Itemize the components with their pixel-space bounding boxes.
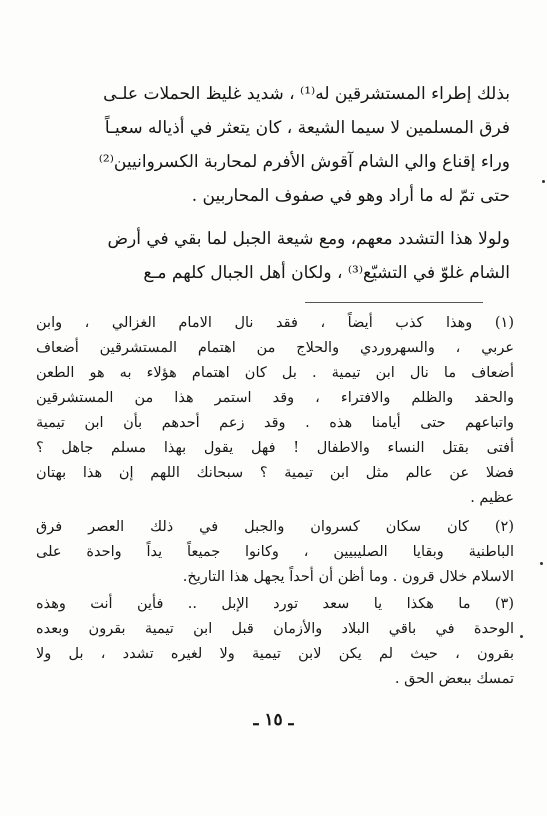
footnote-1 <box>36 311 514 511</box>
scan-speck <box>542 180 545 183</box>
footnote-line: أضعاف ما نال ابن تيمية . بل كان اهتمام هؤلاء به هو الطعن <box>36 365 514 381</box>
footnote-line: (٣) ما هكذا يا سعد تورد الإبل .. فأين أنت وهذه <box>36 596 514 612</box>
footnote-line: تمسك ببعض الحق . <box>394 671 514 687</box>
text-line: ولولا هذا التشدد معهم، ومع شيعة الجبل لما بقي في أرض <box>107 229 510 249</box>
footnote-divider <box>305 302 483 303</box>
footnote-line: الباطنية وبقايا الصليبيين ، وكانوا جميعاً يداً واحدة على <box>36 544 514 560</box>
footnote-3 <box>36 592 514 692</box>
footnote-line: واتباعهم حتى أيامنا هذه . وقد زعم أحدهم بأن ابن تيمية <box>36 415 514 431</box>
text-line: حتى تمّ له ما أراد وهو في صفوف المحاربين . <box>191 186 510 206</box>
main-paragraph-1 <box>40 77 510 213</box>
footnote-line: عظيم . <box>470 490 514 506</box>
text-line: بذلك إطراء المستشرقين له⁽¹⁾ ، شديد غليظ الحملات علـى <box>103 84 510 104</box>
footnote-line: فضلا عن عالم مثل ابن تيمية ؟ سبحانك اللهم إن هذا بهتان <box>36 465 514 481</box>
text-line: وراء إقناع والي الشام آقوش الأفرم لمحاربة الكسروانيين⁽²⁾ <box>98 152 510 172</box>
page-number: ـ ١٥ ـ <box>253 710 294 730</box>
footnote-line: أفتى بقتل النساء والاطفال ! فهل يقول بهذا مسلم جاهل ؟ <box>36 440 514 456</box>
footnote-line: الاسلام خلال قرون . وما أظن أن أحداً يجهل هذا التاريخ. <box>182 569 514 585</box>
text-line: الشام غلوّ في التشيّع⁽³⁾ ، ولكان أهل الجبال كلهم مـع <box>143 263 510 283</box>
footnote-line: بقرون ، حيث لم يكن لابن تيمية ولا لغيره تشدد ، بل ولا <box>36 646 514 662</box>
scan-speck <box>520 635 523 638</box>
footnote-2 <box>36 515 514 590</box>
scan-speck <box>540 562 543 565</box>
footnote-line: (١) وهذا كذب أيضاً ، فقد نال الامام الغزالي ، وابن <box>36 315 514 331</box>
main-paragraph-2 <box>40 222 510 290</box>
footnote-line: (٢) كان سكان كسروان والجبل في ذلك العصر فرق <box>36 519 514 535</box>
footnote-line: عربي ، والسهروردي والحلاج من اهتمام المستشرقين أضعاف <box>36 340 514 356</box>
text-line: فرق المسلمين لا سيما الشيعة ، كان يتعثر في أذياله سعيـاً <box>104 118 510 138</box>
footnote-line: الوحدة في باقي البلاد والأزمان قبل ابن تيمية بقرون وبعده <box>36 621 514 637</box>
footnote-line: والحقد والظلم والافتراء ، وقد استمر هذا من المستشرقين <box>36 390 514 406</box>
